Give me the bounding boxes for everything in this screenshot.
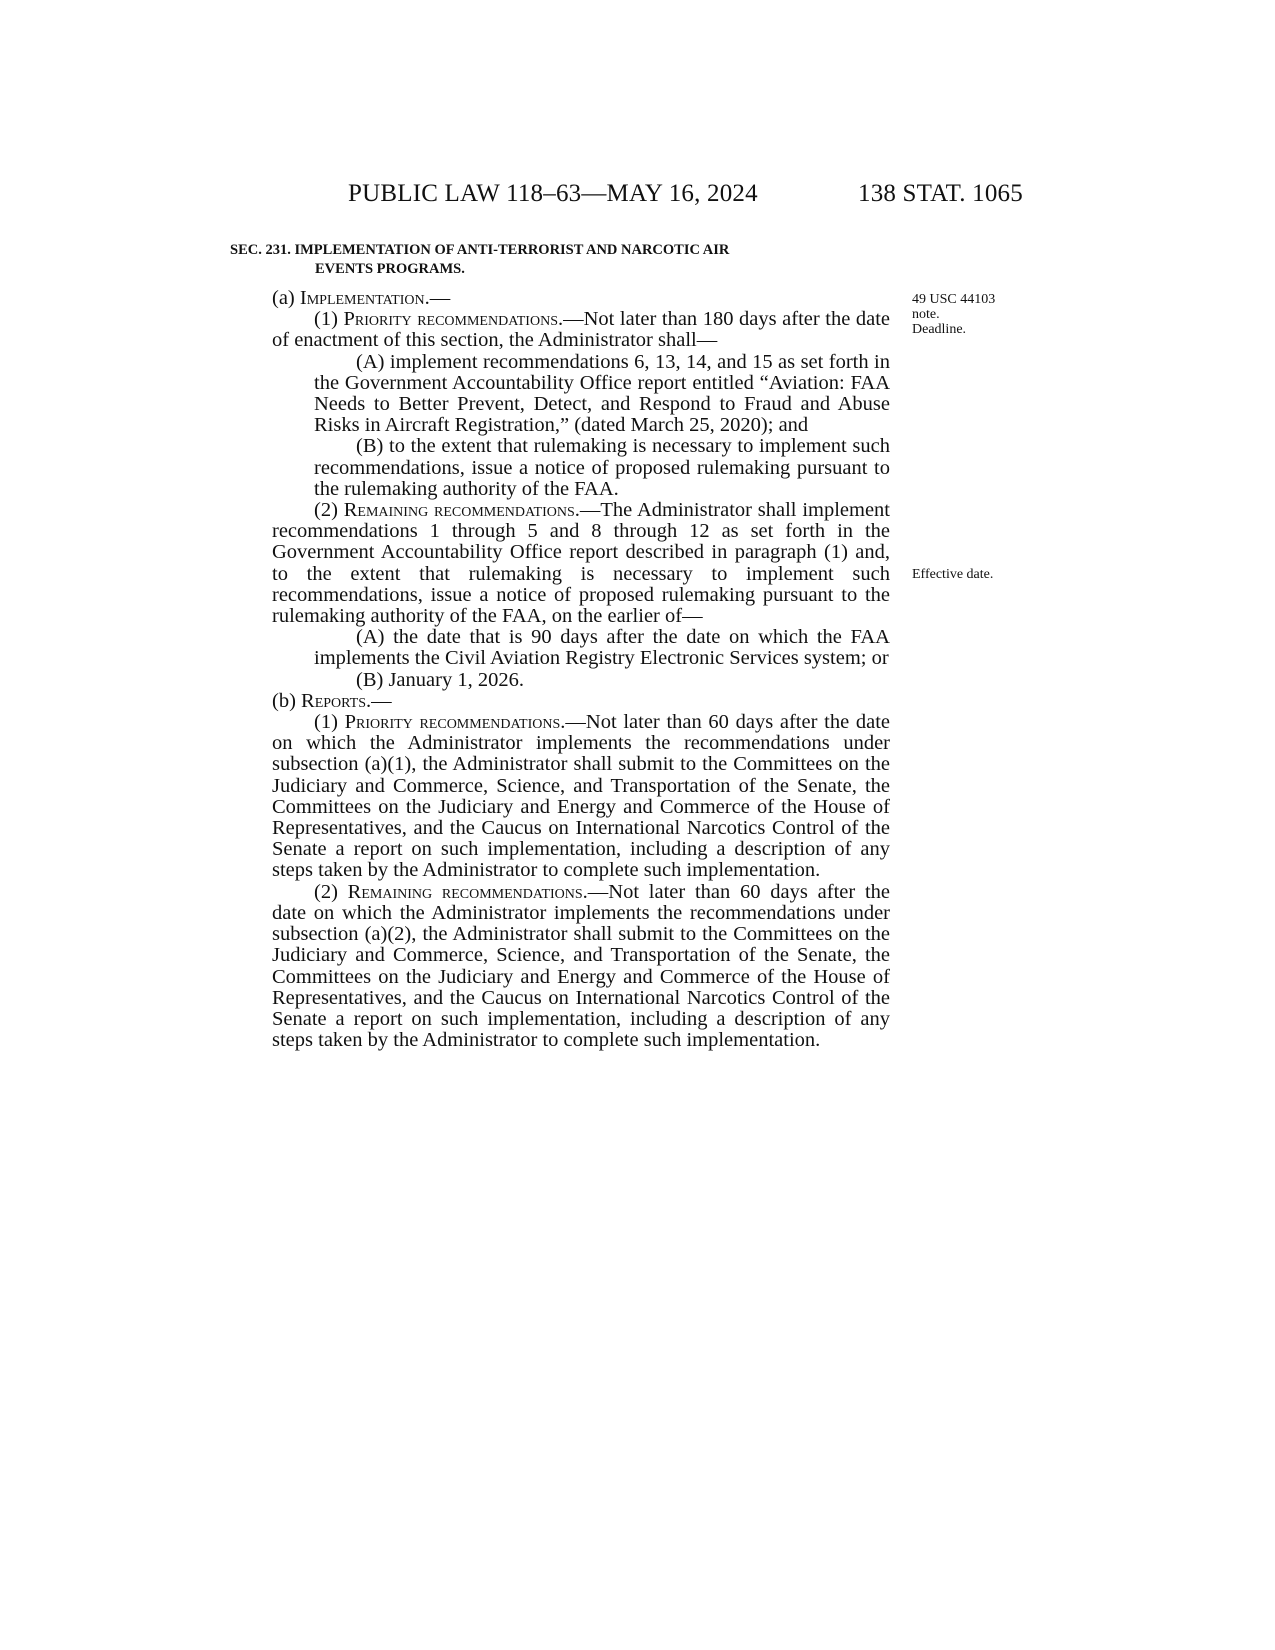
- label: (a): [272, 287, 300, 309]
- running-head-title: PUBLIC LAW 118–63—MAY 16, 2024: [348, 180, 758, 207]
- subparagraph-a2B: (B) January 1, 2026.: [356, 668, 524, 691]
- subsection-b-heading: [272, 691, 890, 712]
- subparagraph-a2A: (A) the date that is 90 days after the date on which the FAA implements the Civil Aviation Registry Electronic Services system; or: [314, 626, 890, 670]
- label: (1): [314, 711, 345, 734]
- paragraph-b2: [272, 882, 890, 1052]
- text: .—The Administrator shall implement recommendations 1 through 5 and 8 through 12 as set forth in the Government Accountability Office report described in paragraph (1) and, to the extent that rulemaking is necessary to implement such recommendations, issue a notice of proposed rulemaking pursuant to the rulemaking authority of the FAA, on the earlier of—: [272, 499, 890, 628]
- heading: Implementation: [299, 287, 425, 309]
- subparagraph-a1A: (A) implement recommendations 6, 13, 14, and 15 as set forth in the Government Accountability Office report entitled “Aviation: FAA Needs to Better Prevent, Detect, and Respond to Fraud and Abuse Risks in Aircraft Registration,” (dated March 25, 2020); and: [314, 350, 890, 437]
- paragraph-b1: [272, 712, 890, 882]
- subsection-a-heading: [272, 288, 890, 309]
- label: (2): [314, 880, 348, 903]
- margin-note-citation: [912, 292, 995, 337]
- statute-body: [272, 288, 890, 1051]
- margin-note-deadline: Deadline.: [912, 322, 967, 337]
- label: (b): [272, 689, 302, 712]
- paragraph-a2: [272, 500, 890, 627]
- label: (2): [314, 499, 344, 522]
- heading: Remaining recommendations: [343, 499, 575, 522]
- text: .—Not later than 60 days after the date on which the Administrator implements the recommendations under subsection (a)(1), the Administrator shall submit to the Committees on the Judiciary and Commerce, Science, and Transportation of the Senate, the Committees on the Judiciary and Energy and Commerce of the House of Representatives, and the Caucus on International Narcotics Control of the Senate a report on such implementation, including a description of any steps taken by the Administrator to complete such implementation.: [272, 711, 890, 882]
- margin-note-note: note.: [912, 307, 940, 322]
- heading: Priority recommendations: [344, 711, 561, 734]
- paragraph-a1: [272, 309, 890, 351]
- heading: Remaining recommendations: [347, 880, 583, 903]
- heading: Priority recommendations: [343, 308, 558, 331]
- text: .—Not later than 60 days after the date on which the Administrator implements the recommendations under subsection (a)(2), the Administrator shall submit to the Committees on the Judiciary and Commerce, Science, and Transportation of the Senate, the Committees on the Judiciary and Energy and Commerce of the House of Representatives, and the Caucus on International Narcotics Control of the Senate a report on such implementation, including a description of any steps taken by the Administrator to complete such implementation.: [272, 880, 890, 1052]
- heading: Reports: [301, 689, 366, 712]
- section-heading-line1: SEC. 231. IMPLEMENTATION OF ANTI-TERRORIST AND NARCOTIC AIR: [230, 242, 730, 258]
- margin-note-usc: 49 USC 44103: [912, 292, 996, 307]
- dash: .—: [424, 287, 451, 309]
- section-heading: [230, 241, 900, 279]
- subparagraph-a1B: (B) to the extent that rulemaking is necessary to implement such recommendations, issue a notice of proposed rulemaking pursuant to the rulemaking authority of the FAA.: [314, 435, 890, 500]
- page-stat-number: 138 STAT. 1065: [858, 180, 1023, 207]
- dash: .—: [366, 689, 392, 712]
- section-heading-line2: EVENTS PROGRAMS.: [315, 261, 465, 277]
- label: (1): [314, 308, 344, 331]
- margin-note-effective-date: Effective date.: [912, 567, 994, 582]
- text: .—Not later than 180 days after the date of enactment of this section, the Administrator shall—: [272, 308, 890, 352]
